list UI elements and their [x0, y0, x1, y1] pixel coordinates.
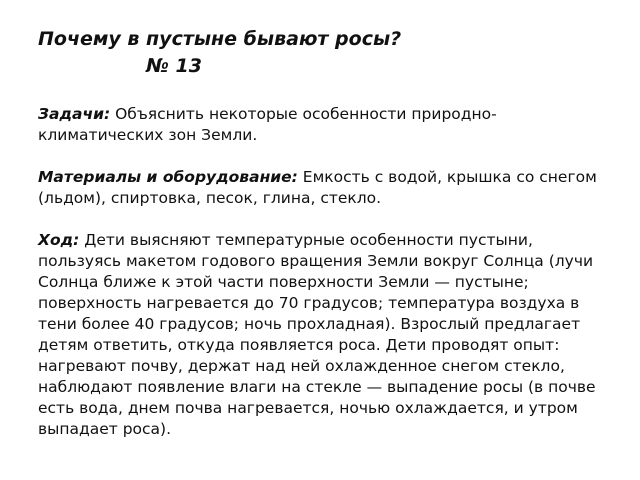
- slide-content: [38, 26, 608, 440]
- page-title: Почему в пустыне бывают росы?: [38, 28, 402, 50]
- procedure-label: Ход:: [38, 231, 80, 249]
- materials-label: Материалы и оборудование:: [38, 168, 298, 186]
- spacer: [38, 80, 608, 104]
- materials-text: Емкость с водой, крышка со снегом (льдом), спиртовка, песок, глина, стекло.: [38, 168, 597, 207]
- tasks-label: Задачи:: [38, 105, 111, 123]
- procedure-section: [38, 230, 608, 440]
- procedure-text: Дети выясняют температурные особенности пустыни, пользуясь макетом годового вращения Земли вокруг Солнца (лучи Солнца ближе к этой части поверхности Земли — пустыне; поверхность нагревается до 70 градусов; температура воздуха в тени более 40 градусов; ночь прохладная). Взрослый предлагает детям ответить, откуда появляется роса. Дети проводят опыт: нагревают почву, держат над ней охлажденное снегом стекло, наблюдают появление влаги на стекле — выпадение росы (в почве есть вода, днем почва нагревается, ночью охлаждается, и утром выпадает роса).: [38, 231, 596, 438]
- tasks-section: [38, 104, 608, 146]
- spacer: [38, 146, 608, 167]
- tasks-text: Объяснить некоторые особенности природно-климатических зон Земли.: [38, 105, 497, 144]
- materials-section: [38, 167, 608, 209]
- experiment-number: № 13: [146, 55, 202, 77]
- spacer: [38, 209, 608, 230]
